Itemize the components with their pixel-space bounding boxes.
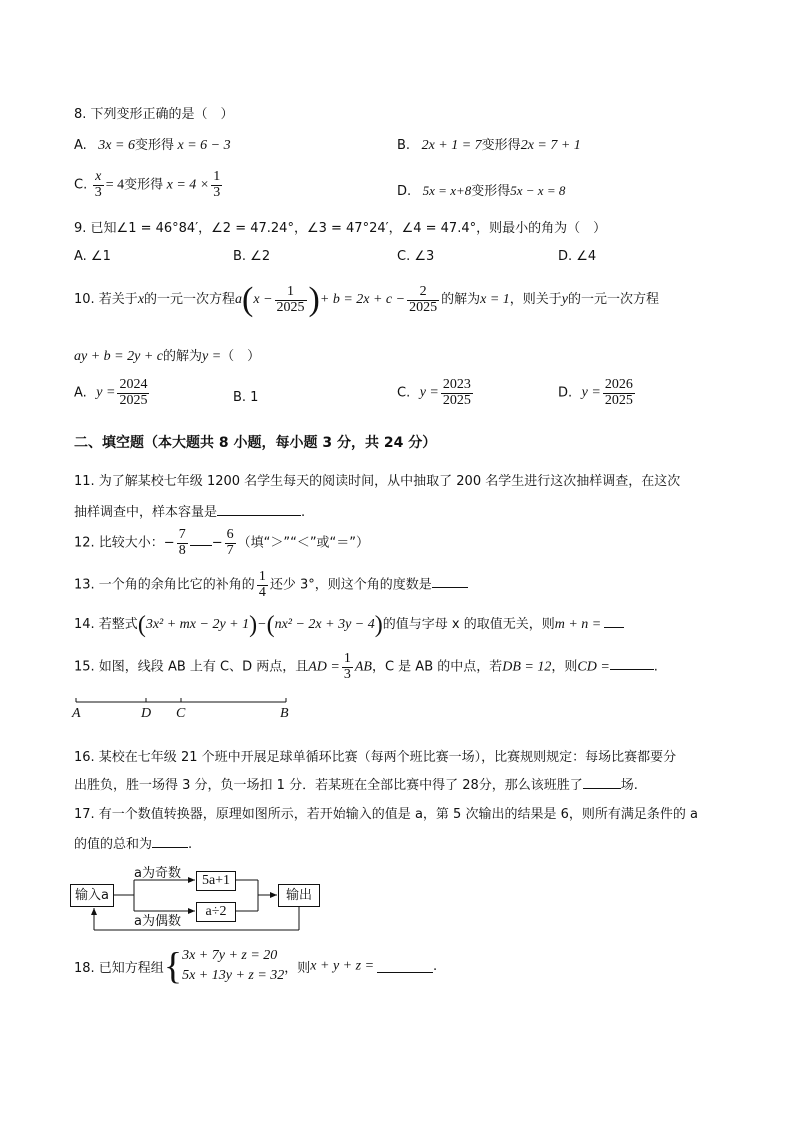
q14: 14. 若整式(3x² + mx − 2y + 1)−(nx² − 2x + 3y − 4)的值与字母 x 的取值无关，则m + n = bbox=[74, 613, 624, 637]
q8-option-a: A. 3x = 6变形得 x = 6 − 3 bbox=[74, 138, 231, 153]
q8-option-c: C. $\frac{x}{3}$ = 4变形得 x = 4 × $\frac{1}{3}$ bbox=[74, 169, 221, 200]
fraction: $\frac{7}{8}$ bbox=[178, 527, 186, 558]
q10-stem-line1: 10. 若关于x的一元一次方程a(x − $\frac{1}{2025}$ )+ b = 2x + c − $\frac{2}{2025}$ 的解为x = 1，则关于y的一元一次方程 bbox=[74, 281, 660, 318]
answer-blank[interactable] bbox=[217, 503, 301, 516]
answer-blank[interactable] bbox=[432, 575, 468, 588]
even-operation-box: a÷2 bbox=[196, 902, 236, 922]
input-box: 输入a bbox=[70, 884, 114, 907]
fraction: $\frac{x}{3}$ bbox=[94, 169, 102, 200]
q9-option-a: A. ∠1 bbox=[74, 249, 111, 264]
odd-label: a为奇数 bbox=[134, 866, 181, 881]
q16-line2: 出胜负，胜一场得 3 分，负一场扣 1 分．若某班在全部比赛中得了 28分，那么该班胜了 场. bbox=[74, 778, 638, 793]
q8-option-b: B. 2x + 1 = 7变形得2x = 7 + 1 bbox=[397, 138, 581, 153]
q15: 15. 如图，线段 AB 上有 C、D 两点，且AD = $\frac{1}{3}$ AB，C 是 AB 的中点，若DB = 12，则CD = . bbox=[74, 651, 658, 682]
point-label-a: A bbox=[72, 706, 81, 721]
point-label-b: B bbox=[280, 706, 289, 721]
q16-line1: 16. 某校在七年级 21 个班中开展足球单循环比赛（每两个班比赛一场），比赛规则规定：每场比赛都要分 bbox=[74, 750, 677, 765]
q10-stem-line2: ay + b = 2y + c的解为y =（ ） bbox=[74, 349, 261, 364]
answer-blank[interactable] bbox=[610, 657, 654, 670]
section-heading: 二、填空题（本大题共 8 小题，每小题 3 分，共 24 分） bbox=[74, 435, 437, 451]
even-label: a为偶数 bbox=[134, 914, 181, 929]
equation-system: 3x + 7y + z = 20 5x + 13y + z = 32 bbox=[182, 948, 285, 984]
fraction: $\frac{2}{2025}$ bbox=[409, 283, 438, 315]
q10-option-c: C. y = $\frac{2023}{2025}$ bbox=[397, 377, 471, 408]
q11-line2: 抽样调查中，样本容量是 . bbox=[74, 505, 306, 520]
fraction: $\frac{1}{2025}$ bbox=[276, 283, 305, 315]
answer-blank[interactable] bbox=[604, 615, 624, 628]
point-label-c: C bbox=[176, 706, 186, 721]
q8-option-d: D. 5x = x+8变形得5x − x = 8 bbox=[397, 183, 566, 199]
q18: 18. 已知方程组{ 3x + 7y + z = 20 5x + 13y + z = 32 ，则x + y + z = . bbox=[74, 945, 438, 988]
point-label-d: D bbox=[141, 706, 152, 721]
fraction: $\frac{6}{7}$ bbox=[226, 527, 234, 558]
fraction: $\frac{1}{3}$ bbox=[343, 651, 351, 682]
fraction: $\frac{1}{3}$ bbox=[213, 169, 221, 200]
q10-option-b: B. 1 bbox=[233, 390, 259, 405]
odd-operation-box: 5a+1 bbox=[196, 871, 236, 891]
q9-option-b: B. ∠2 bbox=[233, 249, 271, 264]
q9-option-d: D. ∠4 bbox=[558, 249, 597, 264]
q17-line1: 17. 有一个数值转换器，原理如图所示，若开始输入的值是 a，第 5 次输出的结果是 6，则所有满足条件的 a bbox=[74, 807, 698, 822]
answer-blank[interactable] bbox=[190, 533, 212, 546]
q11-line1: 11. 为了解某校七年级 1200 名学生每天的阅读时间，从中抽取了 200 名学生进行这次抽样调查，在这次 bbox=[74, 474, 681, 489]
answer-blank[interactable] bbox=[583, 776, 621, 789]
q9-option-c: C. ∠3 bbox=[397, 249, 435, 264]
fraction: $\frac{2026}{2025}$ bbox=[604, 377, 633, 408]
q12: 12. 比较大小：− $\frac{7}{8}$ − $\frac{6}{7}$ （填“＞”“＜”或“＝”） bbox=[74, 527, 370, 558]
fraction: $\frac{1}{4}$ bbox=[258, 569, 266, 600]
q13: 13. 一个角的余角比它的补角的 $\frac{1}{4}$ 还少 3°，则这个角的度数是 bbox=[74, 570, 468, 600]
answer-blank[interactable] bbox=[377, 960, 433, 973]
answer-blank[interactable] bbox=[152, 835, 188, 848]
q10-option-d: D. y = $\frac{2026}{2025}$ bbox=[558, 377, 633, 408]
q10-option-a: A. y = $\frac{2024}{2025}$ bbox=[74, 377, 148, 408]
q9-stem: 9. 已知∠1 = 46°84′，∠2 = 47.24°，∠3 = 47°24′，∠4 = 47.4°，则最小的角为（ ） bbox=[74, 221, 607, 236]
fraction: $\frac{2023}{2025}$ bbox=[442, 377, 471, 408]
q8-stem: 8. 下列变形正确的是（ ） bbox=[74, 107, 234, 122]
output-box: 输出 bbox=[278, 884, 320, 907]
q17-line2: 的值的总和为 . bbox=[74, 837, 193, 852]
fraction: $\frac{2024}{2025}$ bbox=[119, 377, 148, 408]
